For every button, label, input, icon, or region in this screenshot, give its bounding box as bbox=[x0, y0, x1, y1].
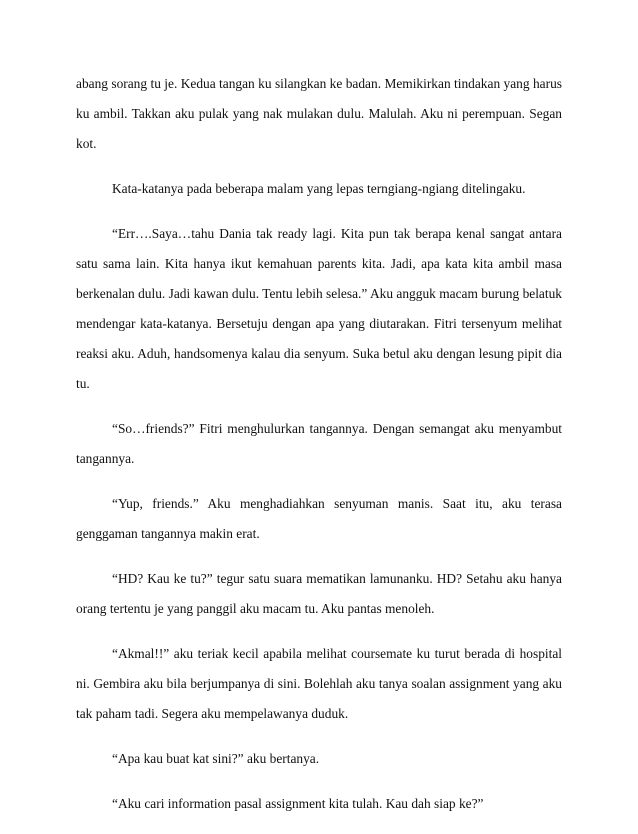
paragraph-7: “Akmal!!” aku teriak kecil apabila melihat coursemate ku turut berada di hospital ni. Gembira aku bila berjumpanya di sini. Bolehlah aku tanya soalan assignment yang aku tak paham tadi. Segera aku mempelawanya duduk. bbox=[76, 646, 562, 721]
paragraph-9: “Aku cari information pasal assignment kita tulah. Kau dah siap ke?” bbox=[112, 796, 484, 811]
paragraph-8: “Apa kau buat kat sini?” aku bertanya. bbox=[112, 751, 320, 766]
paragraph-2: Kata-katanya pada beberapa malam yang lepas terngiang-ngiang ditelingaku. bbox=[112, 181, 526, 196]
document-body bbox=[76, 69, 562, 834]
paragraph-3: “Err….Saya…tahu Dania tak ready lagi. Kita pun tak berapa kenal sangat antara satu sama lain. Kita hanya ikut kemahuan parents kita. Jadi, apa kata kita ambil masa berkenalan dulu. Jadi kawan dulu. Tentu lebih selesa.” Aku angguk macam burung belatuk mendengar kata-katanya. Bersetuju dengan apa yang diutarakan. Fitri tersenyum melihat reaksi aku. Aduh, handsomenya kalau dia senyum. Suka betul aku dengan lesung pipit dia tu. bbox=[76, 226, 562, 391]
paragraph-4: “So…friends?” Fitri menghulurkan tangannya. Dengan semangat aku menyambut tangannya. bbox=[76, 421, 562, 466]
paragraph-6: “HD? Kau ke tu?” tegur satu suara mematikan lamunanku. HD? Setahu aku hanya orang tertentu je yang panggil aku macam tu. Aku pantas menoleh. bbox=[76, 571, 562, 616]
paragraph-5: “Yup, friends.” Aku menghadiahkan senyuman manis. Saat itu, aku terasa genggaman tangannya makin erat. bbox=[76, 496, 562, 541]
paragraph-1: abang sorang tu je. Kedua tangan ku silangkan ke badan. Memikirkan tindakan yang harus ku ambil. Takkan aku pulak yang nak mulakan dulu. Malulah. Aku ni perempuan. Segan kot. bbox=[76, 76, 562, 151]
